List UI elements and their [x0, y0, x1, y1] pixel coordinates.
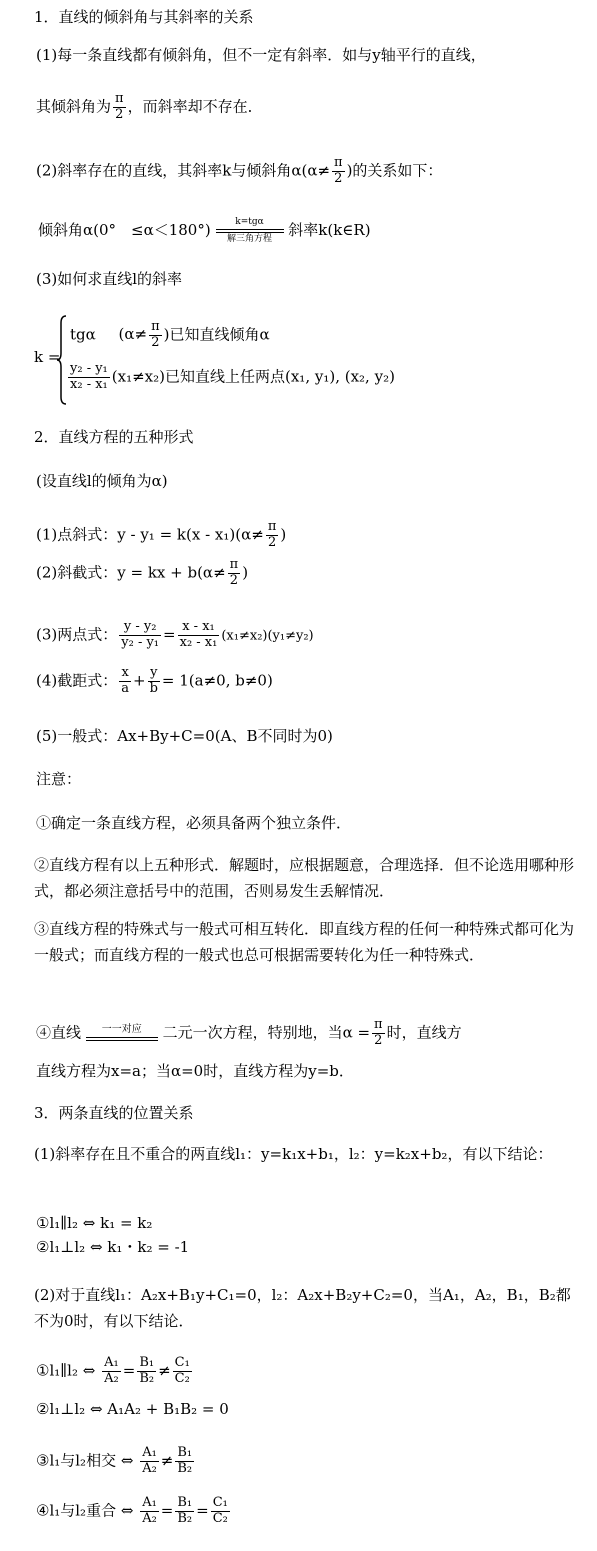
frac-den: A₂ [104, 1370, 119, 1386]
note4-post: 时，直线方 [386, 1023, 462, 1042]
s3-result-2: ②l₁⊥l₂ ⇔ k₁・k₂ = -1 [36, 1238, 190, 1256]
a-ratio-fraction [140, 1496, 159, 1527]
form1-post: ) [280, 525, 287, 544]
case1-tg: tgα [70, 325, 96, 344]
s1-relation [38, 218, 371, 244]
plus-sign: + [133, 671, 146, 690]
slope-fraction [68, 362, 110, 393]
frac-den: 2 [228, 573, 241, 589]
note-1: ①确定一条直线方程，必须具备两个独立条件． [36, 814, 352, 832]
s3-cond-2: ②l₁⊥l₂ ⇔ A₁A₂ + B₁B₂ = 0 [36, 1400, 229, 1418]
frac-num: π [115, 91, 124, 106]
pi-over-2-fraction [228, 558, 241, 589]
form2-pre: (2)斜截式：y = kx + b(α≠ [36, 563, 226, 582]
frac-num: B₁ [177, 1495, 193, 1510]
c-ratio-fraction [173, 1356, 192, 1387]
s3-cond-1 [36, 1356, 194, 1387]
not-equal-sign: ≠ [158, 1361, 171, 1380]
note-4 [36, 1018, 462, 1049]
frac-den: C₂ [212, 1510, 228, 1526]
frac-den: 2 [332, 171, 345, 187]
k-equals: k = [34, 348, 61, 366]
pi-over-2-fraction [113, 92, 126, 123]
pi-over-2-fraction [372, 1018, 385, 1049]
s3-p1: (1)斜率存在且不重合的两直线l₁：y=k₁x+b₁，l₂：y=k₂x+b₂，有以下结论： [34, 1145, 553, 1163]
s2-assume: (设直线l的倾角为α) [36, 472, 168, 490]
cond3-pre: ③l₁与l₂相交 ⇔ [36, 1451, 134, 1470]
frac-num: y - y₂ [123, 619, 157, 634]
double-arrow-icon [86, 1025, 158, 1041]
frac-num: π [229, 557, 239, 572]
frac-num: y [150, 665, 158, 680]
frac-num: π [334, 155, 343, 170]
equals-sign: = [196, 1501, 209, 1520]
b-ratio-fraction [175, 1496, 194, 1527]
s1-p2-post: )的关系如下： [346, 161, 443, 180]
frac-den: 2 [266, 535, 279, 551]
frac-num: π [151, 319, 160, 334]
s1-p1-line1: (1)每一条直线都有倾斜角，但不一定有斜率．如与y轴平行的直线， [36, 46, 486, 64]
frac-den: 2 [372, 1033, 385, 1049]
note-3: ③直线方程的特殊式与一般式可相互转化．即直线方程的任何一种特殊式都可化为一般式；而直线方程的一般式也总可根据需要转化为任一种特殊式． [34, 920, 575, 964]
equals-sign: = [160, 1501, 174, 1520]
form4-tail: = 1(a≠0, b≠0) [161, 671, 273, 690]
s1-p1-line2 [36, 92, 263, 123]
frac-den: B₂ [177, 1460, 193, 1476]
b-ratio-fraction [137, 1356, 156, 1387]
frac-den: A₂ [142, 1460, 157, 1476]
a-ratio-fraction [102, 1356, 121, 1387]
case-1 [70, 320, 270, 351]
frac-num: A₁ [104, 1355, 119, 1370]
case1-cond-post: )已知直线倾角α [163, 325, 270, 344]
case-2 [66, 362, 395, 393]
pi-over-2-fraction [266, 520, 279, 551]
two-point-right-fraction [178, 620, 220, 651]
arrow-top-label: 一一对应 [101, 1024, 142, 1036]
section-2-title: 2．直线方程的五种形式 [34, 428, 194, 446]
frac-num: y₂ - y₁ [70, 361, 108, 376]
s3-result-1: ①l₁∥l₂ ⇔ k₁ = k₂ [36, 1214, 153, 1232]
frac-num: x - x₁ [182, 619, 215, 634]
x-over-a-fraction [119, 666, 131, 697]
note4-mid: 二元一次方程，特别地，当α = [162, 1023, 371, 1042]
frac-den: y₂ - y₁ [121, 634, 160, 650]
y-over-b-fraction [148, 666, 160, 697]
note-heading: 注意： [36, 770, 82, 788]
pi-over-2-fraction [149, 320, 162, 351]
frac-den: 2 [113, 107, 126, 123]
cond1-pre: ①l₁∥l₂ ⇔ [36, 1361, 96, 1380]
form-3 [36, 620, 314, 651]
frac-den: A₂ [142, 1510, 157, 1526]
double-arrow-icon [216, 218, 284, 244]
relation-right: 斜率k(k∈R) [288, 221, 371, 239]
note4-pre: ④直线 [36, 1023, 82, 1042]
cond4-pre: ④l₁与l₂重合 ⇔ [36, 1501, 134, 1520]
frac-num: C₁ [212, 1495, 228, 1510]
form-4 [36, 666, 273, 697]
not-equal-sign: ≠ [160, 1451, 174, 1470]
equals-sign: = [163, 625, 176, 644]
arrow-top-label: k=tgα [235, 217, 264, 227]
arrow-bottom-label: 解三角方程 [226, 234, 272, 244]
a-ratio-fraction [140, 1446, 159, 1477]
c-ratio-fraction [211, 1496, 230, 1527]
frac-den: x₂ - x₁ [179, 634, 218, 650]
note-4-line2: 直线方程为x=a；当α=0时，直线方程为y=b． [36, 1062, 354, 1080]
frac-den: C₂ [174, 1370, 190, 1386]
note-2: ②直线方程有以上五种形式．解题时，应根据题意，合理选择．但不论选用哪种形式，都必须注意括号中的范围，否则易发生丢解情况． [34, 856, 575, 900]
form3-label: (3)两点式： [36, 625, 118, 644]
s3-cond-4 [36, 1496, 232, 1527]
form3-condition: (x₁≠x₂)(y₁≠y₂) [221, 628, 314, 644]
s1-p1-line2-pre: 其倾斜角为 [36, 97, 112, 116]
frac-num: π [374, 1017, 383, 1032]
equals-sign: = [122, 1361, 136, 1380]
section-1-title: 1．直线的倾斜角与其斜率的关系 [34, 8, 254, 26]
form-5: (5)一般式：Ax+By+C=0(A、B不同时为0) [36, 727, 333, 745]
frac-num: A₁ [142, 1445, 157, 1460]
s1-p2 [36, 156, 442, 187]
frac-num: A₁ [142, 1495, 157, 1510]
frac-num: π [267, 519, 277, 534]
frac-den: 2 [149, 335, 162, 351]
frac-den: a [121, 680, 130, 696]
s1-p3: (3)如何求直线l的斜率 [36, 270, 183, 288]
frac-num: B₁ [139, 1355, 155, 1370]
s1-p1-line2-post: ，而斜率却不存在． [127, 97, 263, 116]
frac-den: B₂ [177, 1510, 193, 1526]
frac-num: x [121, 665, 129, 680]
frac-den: x₂ - x₁ [68, 377, 110, 393]
frac-den: b [149, 680, 158, 696]
form2-post: ) [242, 563, 249, 582]
s1-p2-pre: (2)斜率存在的直线，其斜率k与倾斜角α(α≠ [36, 161, 331, 180]
pi-over-2-fraction [332, 156, 345, 187]
case1-cond-pre: (α≠ [118, 325, 148, 344]
s3-cond-3 [36, 1446, 196, 1477]
form1-pre: (1)点斜式：y - y₁ = k(x - x₁)(α≠ [36, 525, 264, 544]
two-point-left-fraction [119, 620, 161, 651]
frac-num: B₁ [177, 1445, 193, 1460]
s3-p2: (2)对于直线l₁：A₂x+B₁y+C₁=0，l₂：A₂x+B₂y+C₂=0，当A₁，A₂，B₁，B₂都不为0时，有以下结论． [34, 1286, 571, 1330]
form-1 [36, 520, 286, 551]
form4-label: (4)截距式： [36, 671, 118, 690]
section-3-title: 3．两条直线的位置关系 [34, 1104, 194, 1122]
b-ratio-fraction [175, 1446, 194, 1477]
frac-den: B₂ [139, 1370, 155, 1386]
relation-left: 倾斜角α(0° ≤α＜180°) [38, 221, 211, 239]
frac-num: C₁ [174, 1355, 190, 1370]
form-2 [36, 558, 248, 589]
case2-text: (x₁≠x₂)已知直线上任两点(x₁, y₁), (x₂, y₂) [111, 367, 395, 386]
